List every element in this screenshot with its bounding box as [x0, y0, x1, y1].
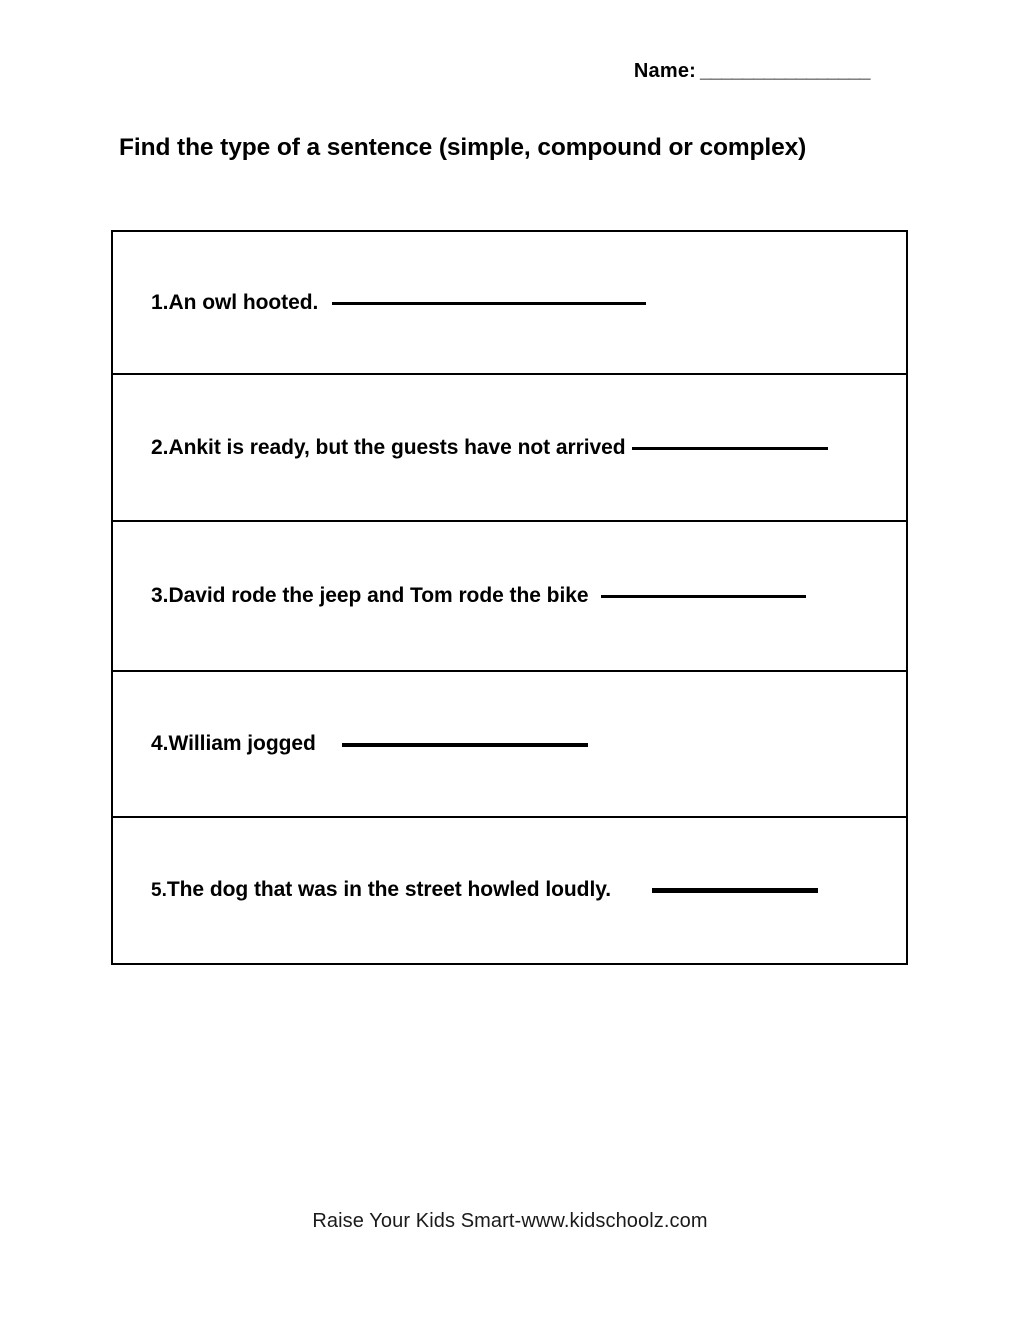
- page-title: Find the type of a sentence (simple, compound or complex): [119, 134, 807, 161]
- question-sentence: The dog that was in the street howled loudly.: [166, 878, 612, 901]
- questions-table: [111, 230, 908, 965]
- name-write-in-blank[interactable]: ________________: [700, 60, 870, 82]
- answer-blank-line[interactable]: [632, 447, 828, 450]
- name-field-row: [0, 60, 1020, 83]
- question-sentence: William jogged: [168, 732, 316, 755]
- answer-blank-line[interactable]: [652, 888, 818, 893]
- question-line: [113, 878, 906, 902]
- question-number: 3.: [151, 584, 169, 607]
- table-row: [113, 375, 906, 522]
- answer-blank-line[interactable]: [332, 302, 646, 305]
- question-sentence: David rode the jeep and Tom rode the bike: [168, 584, 589, 607]
- question-number: 4.: [151, 732, 169, 755]
- table-row: [113, 232, 906, 375]
- question-sentence: An owl hooted.: [168, 290, 319, 314]
- question-sentence: Ankit is ready, but the guests have not arrived: [168, 435, 626, 459]
- answer-blank-line[interactable]: [601, 595, 806, 598]
- question-line: [113, 584, 906, 608]
- question-number: 1.: [151, 290, 169, 314]
- table-row: [113, 672, 906, 818]
- table-row: [113, 818, 906, 962]
- question-line: [113, 291, 906, 315]
- answer-blank-line[interactable]: [342, 743, 588, 747]
- question-line: [113, 732, 906, 756]
- question-line: [113, 436, 906, 460]
- footer-credit: Raise Your Kids Smart-www.kidschoolz.com: [312, 1210, 708, 1232]
- name-label: Name:: [633, 60, 697, 82]
- table-row: [113, 522, 906, 672]
- question-number: 2.: [151, 435, 169, 459]
- question-number: 5.: [151, 880, 167, 901]
